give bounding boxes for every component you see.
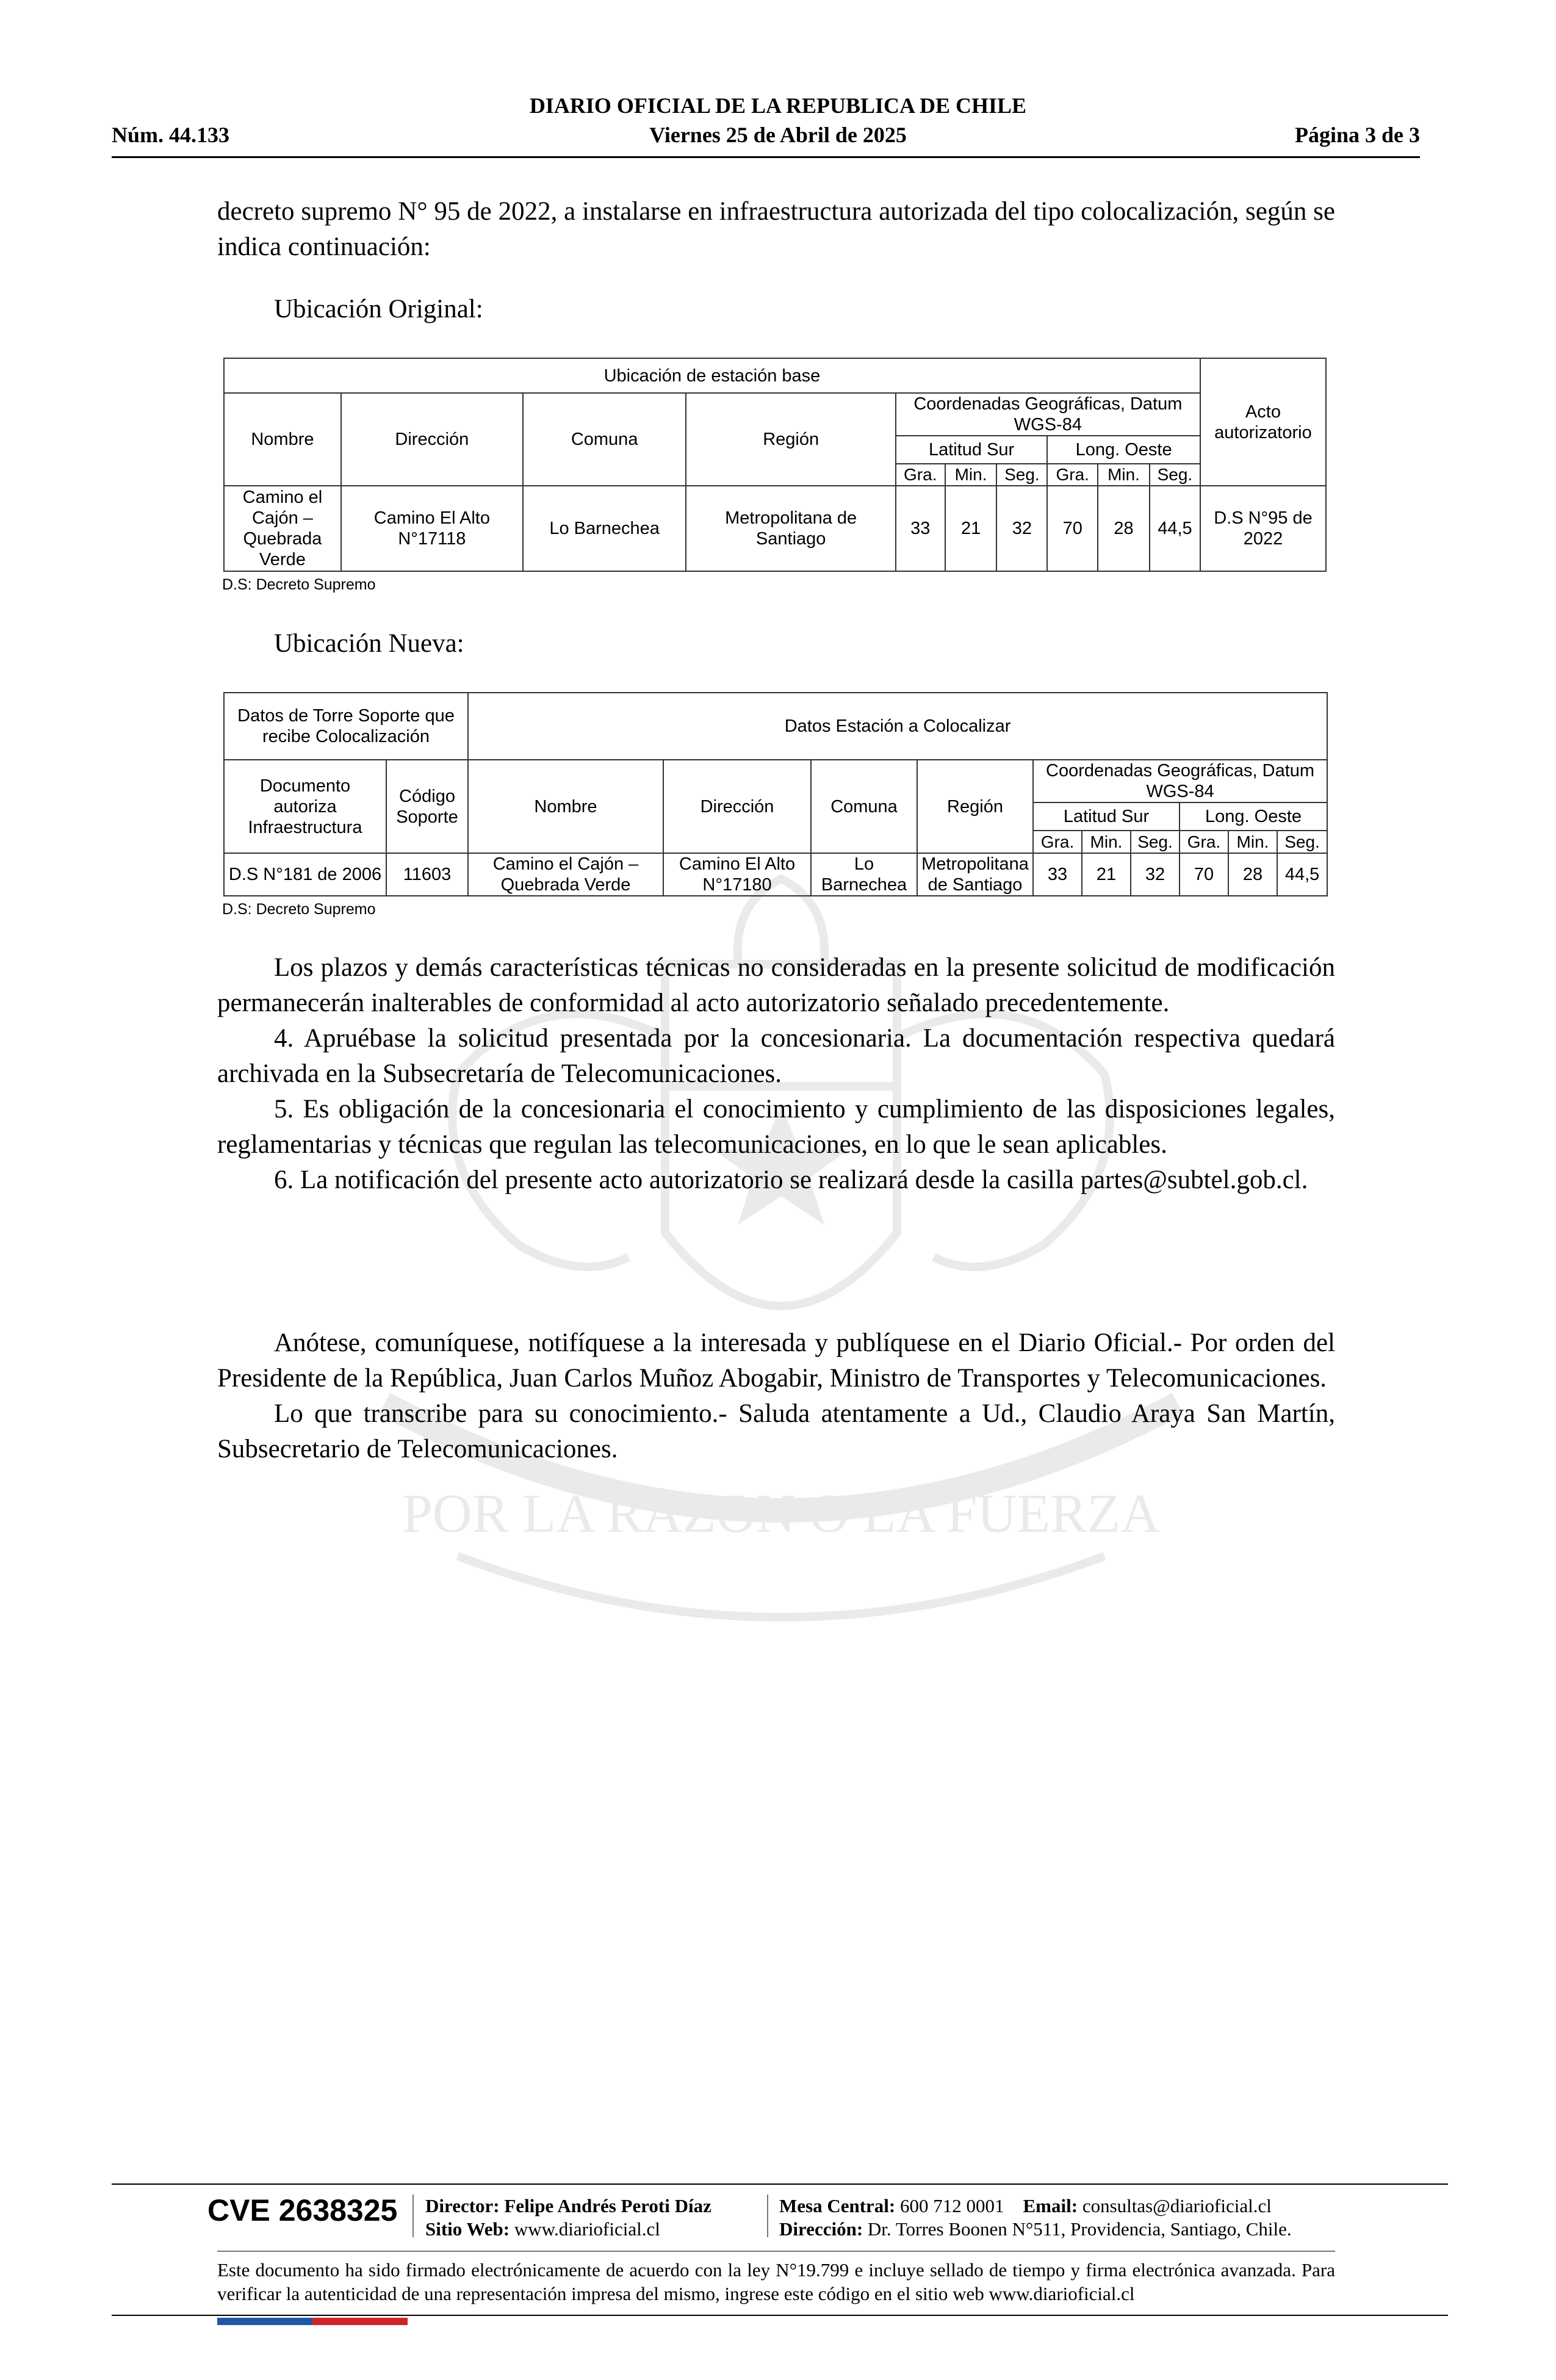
intro-text: decreto supremo N° 95 de 2022, a instalarse en infraestructura autorizada del tipo colocalización, según se indica continuación: (217, 197, 1335, 261)
cell-region: Metropolitana de Santiago (686, 486, 895, 571)
header-divider (112, 156, 1420, 158)
issue-date: Viernes 25 de Abril de 2025 (649, 123, 907, 147)
header-coordenadas: Coordenadas Geográficas, Datum WGS-84 (896, 393, 1200, 436)
paragraph-transcribe: Lo que transcribe para su conocimiento.- Saluda atentamente a Ud., Claudio Araya San Martín, Subsecretario de Telecomunicaciones. (217, 1399, 1335, 1463)
cell-documento: D.S N°181 de 2006 (224, 853, 386, 896)
footer-director-block (425, 2194, 711, 2241)
footer-divider-top (112, 2183, 1448, 2185)
legal-text: Este documento ha sido firmado electrónicamente de acuerdo con la ley N°19.799 e incluye sellado de tiempo y firma electrónica avanzada. Para verificar la autenticidad de una representación impresa del mismo, ingrese este código en el sitio web www.diarioficial.cl (217, 2259, 1335, 2304)
header-acto: Acto autorizatorio (1200, 358, 1326, 486)
cell-lon-min: 28 (1098, 486, 1150, 571)
flag-stripe-red (312, 2318, 408, 2325)
web-label: Sitio Web: (425, 2218, 510, 2240)
cell-lat-min: 21 (945, 486, 997, 571)
cell-comuna: Lo Barnechea (811, 853, 917, 896)
header-lat-seg: Seg. (1131, 831, 1180, 853)
footer-legal-notice (217, 2258, 1335, 2306)
footer-divider-mid (217, 2251, 1335, 2252)
header-longitud: Long. Oeste (1047, 436, 1200, 464)
header-nombre: Nombre (224, 393, 341, 486)
watermark-motto: POR LA RAZON O LA FUERZA (402, 1484, 1161, 1544)
cell-lon-gra: 70 (1047, 486, 1098, 571)
new-table-note: D.S: Decreto Supremo (222, 901, 376, 918)
cell-lat-gra: 33 (1033, 853, 1082, 896)
header-documento: Documento autoriza Infraestructura (224, 760, 386, 853)
director-name: Felipe Andrés Peroti Díaz (504, 2195, 711, 2216)
header-lat-seg: Seg. (996, 464, 1047, 486)
cell-comuna: Lo Barnechea (523, 486, 686, 571)
header-region: Región (686, 393, 895, 486)
header-lat-min: Min. (945, 464, 997, 486)
cell-lon-seg: 44,5 (1277, 853, 1327, 896)
paragraph-item-6: 6. La notificación del presente acto autorizatorio se realizará desde la casilla partes@subtel.gob.cl. (274, 1166, 1308, 1194)
header-comuna: Comuna (811, 760, 917, 853)
footer-separator (412, 2194, 414, 2237)
page-indicator: Página 3 de 3 (1294, 123, 1420, 147)
header-codigo: Código Soporte (386, 760, 468, 853)
cell-lon-min: 28 (1228, 853, 1277, 896)
header-lon-seg: Seg. (1150, 464, 1200, 486)
director-label: Director: (425, 2195, 500, 2216)
paragraph-item-5: 5. Es obligación de la concesionaria el conocimiento y cumplimiento de las disposiciones legales, reglamentarias y técnicas que regulan las telecomunicaciones, en lo que le sean aplicables. (217, 1095, 1335, 1159)
header-coordenadas: Coordenadas Geográficas, Datum WGS-84 (1033, 760, 1327, 802)
mesa-label: Mesa Central: (779, 2195, 896, 2216)
header-lon-gra: Gra. (1180, 831, 1228, 853)
header-lon-min: Min. (1098, 464, 1150, 486)
paragraph-anotese: Anótese, comuníquese, notifíquese a la interesada y publíquese en el Diario Oficial.- Por orden del Presidente de la República, Juan Carlos Muñoz Abogabir, Ministro de Transportes y Telecomunicaciones. (217, 1329, 1335, 1393)
footer-divider-bottom (112, 2315, 1448, 2316)
nueva-heading: Ubicación Nueva: (274, 629, 464, 658)
group-header-estacion: Datos Estación a Colocalizar (468, 693, 1327, 760)
original-heading: Ubicación Original: (274, 295, 483, 323)
cell-acto: D.S N°95 de 2022 (1200, 486, 1326, 571)
header-latitud: Latitud Sur (1033, 802, 1180, 831)
cell-nombre: Camino el Cajón – Quebrada Verde (224, 486, 341, 571)
header-lat-gra: Gra. (896, 464, 945, 486)
header-latitud: Latitud Sur (896, 436, 1047, 464)
cell-lat-gra: 33 (896, 486, 945, 571)
header-region: Región (917, 760, 1033, 853)
cell-lat-seg: 32 (1131, 853, 1180, 896)
header-lon-min: Min. (1228, 831, 1277, 853)
web-link[interactable]: www.diarioficial.cl (514, 2218, 660, 2240)
email-link[interactable]: consultas@diarioficial.cl (1082, 2195, 1272, 2216)
intro-paragraph (217, 194, 1335, 265)
cell-lat-min: 21 (1082, 853, 1131, 896)
flag-stripe-blue (217, 2318, 312, 2325)
cell-region: Metropolitana de Santiago (917, 853, 1033, 896)
header-lat-min: Min. (1082, 831, 1131, 853)
newspaper-title: DIARIO OFICIAL DE LA REPUBLICA DE CHILE (529, 93, 1027, 118)
mesa-phone: 600 712 0001 (900, 2195, 1004, 2216)
original-location-table (223, 358, 1327, 572)
cell-nombre: Camino el Cajón – Quebrada Verde (468, 853, 663, 896)
paragraph-plazos: Los plazos y demás características técnicas no consideradas en la presente solicitud de modificación permanecerán inalterables de conformidad al acto autorizatorio señalado precedentemente. (217, 953, 1335, 1017)
header-comuna: Comuna (523, 393, 686, 486)
group-header-ubicacion: Ubicación de estación base (224, 358, 1200, 393)
header-lat-gra: Gra. (1033, 831, 1082, 853)
direccion-value: Dr. Torres Boonen N°511, Providencia, Santiago, Chile. (867, 2218, 1292, 2240)
cve-code: CVE 2638325 (207, 2193, 398, 2227)
issue-number: Núm. 44.133 (112, 123, 230, 147)
header-direccion: Dirección (341, 393, 523, 486)
body-text-block (217, 950, 1335, 1198)
cell-direccion: Camino El Alto N°17118 (341, 486, 523, 571)
header-longitud: Long. Oeste (1180, 802, 1327, 831)
cell-direccion: Camino El Alto N°17180 (663, 853, 811, 896)
group-header-torre: Datos de Torre Soporte que recibe Colocalización (224, 693, 468, 760)
new-location-table (223, 692, 1328, 896)
direccion-label: Dirección: (779, 2218, 863, 2240)
original-table-note: D.S: Decreto Supremo (222, 576, 376, 593)
cell-lat-seg: 32 (996, 486, 1047, 571)
table-row (224, 486, 1326, 571)
header-lon-seg: Seg. (1277, 831, 1327, 853)
cell-lon-gra: 70 (1180, 853, 1228, 896)
cell-codigo: 11603 (386, 853, 468, 896)
header-lon-gra: Gra. (1047, 464, 1098, 486)
paragraph-item-4: 4. Apruébase la solicitud presentada por la concesionaria. La documentación respectiva quedará archivada en la Subsecretaría de Telecomunicaciones. (217, 1024, 1335, 1088)
footer-contact-block (779, 2194, 1292, 2241)
table-row (224, 853, 1327, 896)
cell-lon-seg: 44,5 (1150, 486, 1200, 571)
header-direccion: Dirección (663, 760, 811, 853)
footer-separator (767, 2194, 768, 2237)
header-nombre: Nombre (468, 760, 663, 853)
email-label: Email: (1023, 2195, 1078, 2216)
closing-text-block (217, 1325, 1335, 1467)
